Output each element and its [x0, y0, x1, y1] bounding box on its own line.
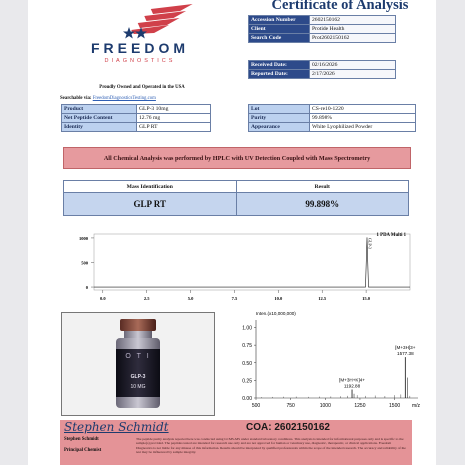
x-tick-label: 7.5 [231, 296, 238, 301]
result-header-row [64, 181, 409, 193]
ms-x-tick-label: 1250 [354, 403, 366, 409]
ms-y-tick-label: 0.75 [242, 343, 252, 350]
mass-spectrum [216, 310, 436, 414]
vial-image [62, 313, 214, 415]
received-value: 02/16/2026 [310, 61, 396, 70]
x-tick-label: 12.5 [318, 296, 327, 301]
search-code-row [249, 34, 396, 43]
ms-x-tick-label: 1000 [319, 403, 331, 409]
mass-id-value: GLP RT [64, 193, 237, 216]
ms-peak-mz: 1192.88 [343, 383, 361, 389]
product-row [62, 105, 211, 114]
appearance-row [249, 123, 416, 132]
identity-value: GLP RT [137, 123, 211, 132]
ms-y-tick-label: 1.00 [242, 325, 252, 332]
ms-peak-mz: 1577.38 [397, 351, 414, 357]
chemist-name: Stephen Schmidt [64, 437, 99, 442]
coa-number: COA: 2602150162 [246, 422, 330, 433]
ms-y-axis-title: Inten.(x10,000,000) [256, 311, 296, 316]
x-tick-label: 10.0 [274, 296, 283, 301]
product-photo [61, 312, 215, 416]
identity-label: Identity [62, 123, 137, 132]
received-label: Received Date: [249, 61, 310, 70]
vial-label-dose: 10 MG [130, 384, 146, 390]
chemist-role: Principal Chemist [64, 448, 102, 453]
net-content-label: Net Peptide Content [62, 114, 137, 123]
search-line [60, 96, 156, 101]
chromatogram-trace [94, 237, 410, 287]
ms-y-tick-label: 0.00 [242, 396, 252, 402]
appearance-value: White Lyophilized Powder [310, 123, 416, 132]
accession-label: Accession Number [249, 16, 310, 25]
signature-footer [60, 420, 412, 465]
appearance-label: Appearance [249, 123, 310, 132]
result-value-row [64, 193, 409, 216]
purity-value: 99.898% [310, 114, 416, 123]
reported-value: 2/17/2026 [310, 70, 396, 79]
peak-label: GLP-3 [367, 238, 373, 249]
mass-id-header: Mass Identification [64, 181, 237, 193]
vial-brand: O T I [125, 353, 151, 360]
purity-row [249, 114, 416, 123]
lot-row [249, 105, 416, 114]
plot-frame [94, 234, 410, 290]
x-tick-label: 15.0 [362, 296, 371, 301]
x-tick-label: 0.0 [99, 296, 106, 301]
identity-row [62, 123, 211, 132]
product-label: Product [62, 105, 137, 114]
vial-label-product: GLP-3 [130, 374, 146, 380]
product-value: GLP-3 10mg [137, 105, 211, 114]
net-content-value: 12.76 mg [137, 114, 211, 123]
ms-x-tick-label: 1500 [389, 403, 401, 409]
lot-value: CS-re10-1220 [310, 105, 416, 114]
disclaimer-text: The peptide purity analysis reported here was conducted using LCMS-MS under standard laboratory conditions. This analysis is intended for informational purposes only and is specific to the sample(s) provided. The peptides tested are intended for research use only and are not approved for human or veterinary use, diagnostic, therapeutic, or clinical applications. Freedom Diagnostics is not liable for any misuse of this information. Results should be interpreted by qualified professionals within the scope of the intended research. The accuracy and reliability of the test may be influenced by sample integrity. [136, 437, 406, 454]
accession-table [248, 15, 396, 43]
ms-y-tick-label: 0.25 [242, 378, 252, 385]
ms-x-tick-label: 750 [286, 403, 295, 409]
hplc-chromatogram [48, 226, 428, 310]
search-label: Searchable via: [60, 96, 92, 101]
accession-row [249, 16, 396, 25]
y-tick-label: 0 [85, 285, 88, 291]
reported-label: Reported Date: [249, 70, 310, 79]
result-table [63, 180, 409, 216]
x-tick-label: 2.5 [143, 296, 150, 301]
ms-y-tick-label: 0.50 [242, 360, 252, 367]
net-content-row [62, 114, 211, 123]
client-row [249, 25, 396, 34]
owned-statement: Proudly Owned and Operated in the USA [99, 85, 185, 90]
ms-peak-ion: [M+3H]3+ [395, 345, 416, 351]
x-tick-label: 5.0 [187, 296, 194, 301]
method-banner: All Chemical Analysis was performed by HPLC with UV Detection Coupled with Mass Spectrometry [63, 147, 411, 169]
lot-label: Lot [249, 105, 310, 114]
search-code-value: Prot2602150162 [310, 34, 396, 43]
brand-subtitle: DIAGNOSTICS [104, 58, 176, 64]
y-tick-label: 1000 [79, 235, 88, 241]
signature: Stephen Schmidt [64, 420, 169, 434]
brand-name: FREEDOM [91, 40, 189, 56]
reported-row [249, 70, 396, 79]
product-table [61, 104, 211, 132]
received-row [249, 61, 396, 70]
client-label: Client [249, 25, 310, 34]
accession-value: 2602150162 [310, 16, 396, 25]
search-link[interactable]: FreedomDiagnosticsTesting.com [92, 96, 156, 101]
result-value: 99.898% [236, 193, 409, 216]
page-title: Certificate of Analysis [271, 0, 409, 13]
ms-x-tick-label: 500 [251, 403, 261, 409]
search-code-label: Search Code [249, 34, 310, 43]
dates-table [248, 60, 396, 79]
lot-table [248, 104, 416, 132]
detector-label: 1 PDA Multi 1 [376, 233, 406, 238]
client-value: Protide Health [310, 25, 396, 34]
certificate-page [28, 0, 436, 465]
ms-x-unit: m/z [411, 403, 420, 409]
ms-peak-ion: [M+3H+K]4+ [339, 377, 365, 383]
y-tick-label: 500 [81, 260, 88, 266]
result-header: Result [236, 181, 409, 193]
purity-label: Purity [249, 114, 310, 123]
